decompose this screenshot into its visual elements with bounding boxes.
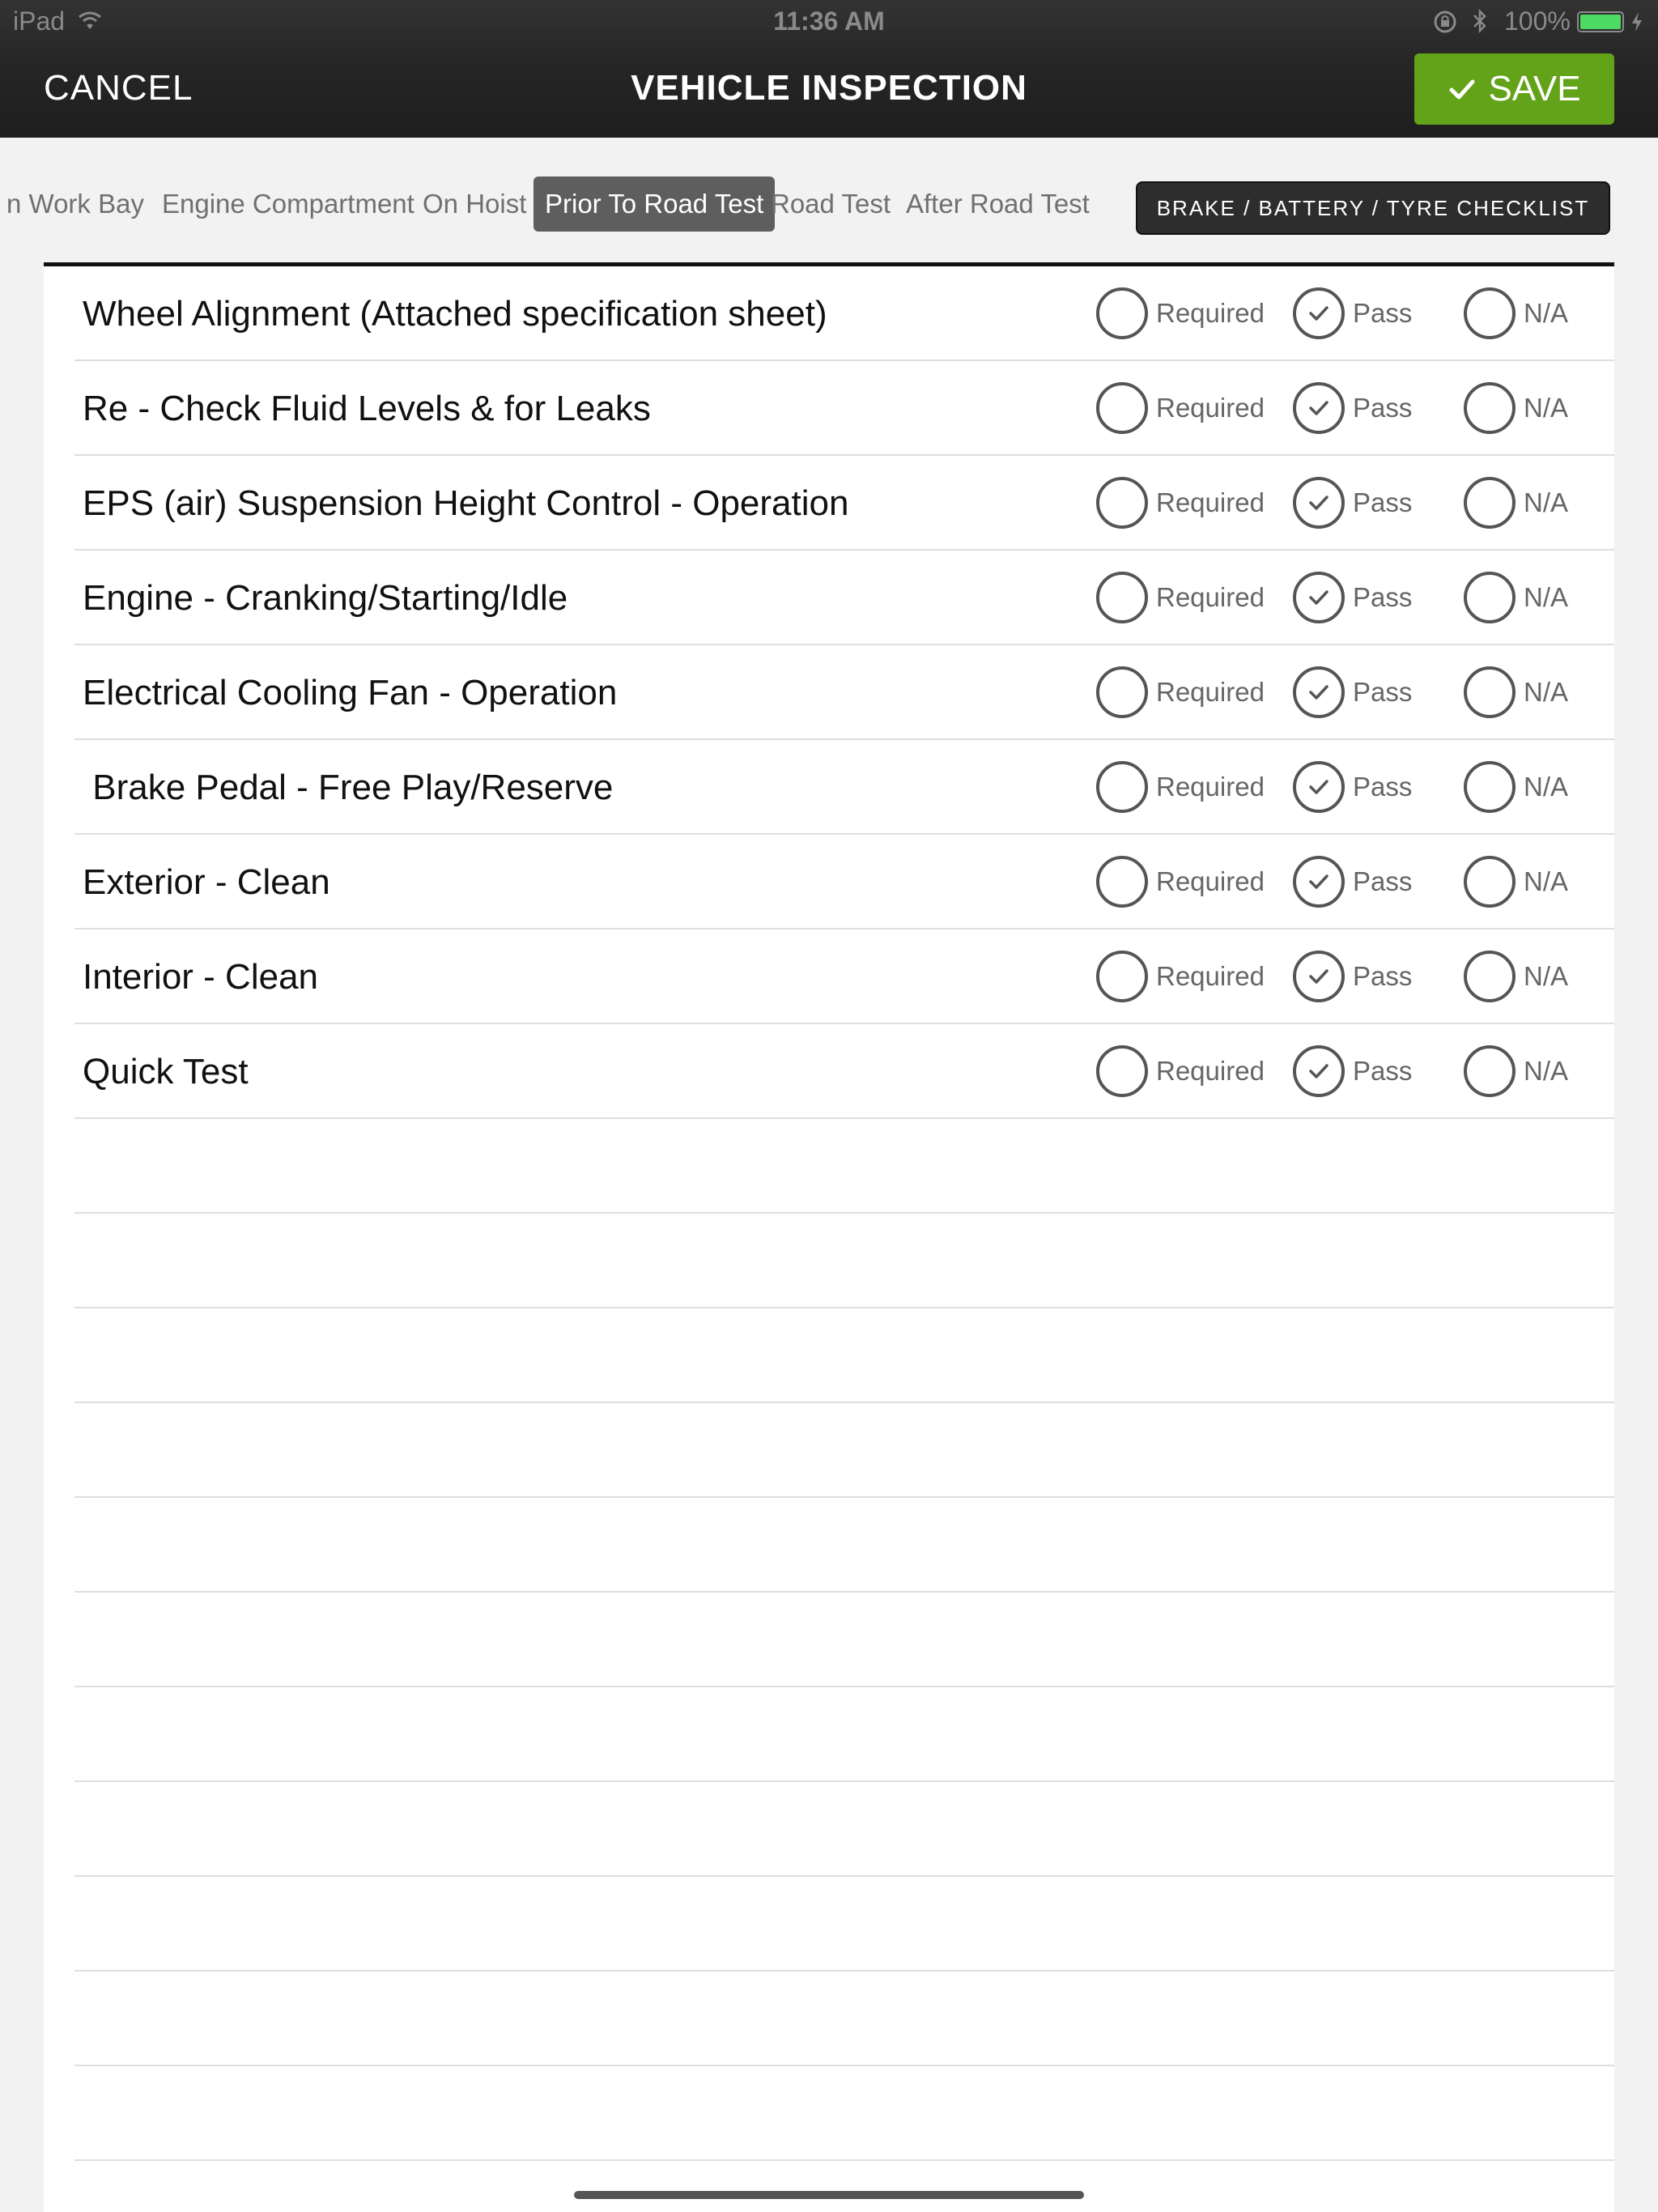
checklist-row: [74, 835, 1614, 929]
radio-empty-icon[interactable]: [1464, 761, 1516, 813]
tab-after-road-test[interactable]: After Road Test: [906, 189, 1090, 219]
radio-empty-icon[interactable]: [1096, 572, 1148, 623]
radio-empty-icon[interactable]: [1464, 477, 1516, 529]
option-na[interactable]: [1464, 289, 1568, 338]
option-required[interactable]: [1096, 857, 1265, 906]
option-na[interactable]: [1464, 1047, 1568, 1095]
radio-checked-icon[interactable]: [1293, 572, 1345, 623]
radio-checked-icon[interactable]: [1293, 287, 1345, 339]
option-pass[interactable]: [1293, 857, 1412, 906]
option-label: N/A: [1524, 298, 1569, 328]
option-required[interactable]: [1096, 573, 1265, 622]
option-na[interactable]: [1464, 573, 1568, 622]
status-time: 11:36 AM: [773, 6, 885, 36]
radio-empty-icon[interactable]: [1096, 1045, 1148, 1097]
check-icon: [1305, 584, 1333, 611]
empty-row: [74, 1308, 1614, 1403]
option-label: Required: [1156, 582, 1265, 612]
save-label: SAVE: [1488, 69, 1581, 108]
checklist-item-label: Electrical Cooling Fan - Operation: [83, 673, 618, 713]
option-pass[interactable]: [1293, 763, 1412, 811]
battery-percent: 100%: [1504, 6, 1571, 36]
option-pass[interactable]: [1293, 952, 1412, 1001]
page-title: VEHICLE INSPECTION: [631, 68, 1027, 108]
radio-empty-icon[interactable]: [1096, 761, 1148, 813]
rotation-lock-icon: [1433, 10, 1457, 34]
option-label: N/A: [1524, 677, 1569, 707]
option-label: Pass: [1353, 772, 1413, 802]
checklist-item-label: Re - Check Fluid Levels & for Leaks: [83, 389, 651, 428]
option-pass[interactable]: [1293, 479, 1412, 527]
checkmark-icon: [1448, 74, 1477, 104]
tab-road-test[interactable]: Road Test: [771, 189, 891, 219]
check-icon: [1305, 773, 1333, 801]
checklist-row: [74, 740, 1614, 835]
section-tabs: [0, 177, 1125, 232]
option-label: Required: [1156, 487, 1265, 517]
option-label: Pass: [1353, 393, 1413, 423]
option-pass[interactable]: [1293, 1047, 1412, 1095]
option-label: Pass: [1353, 961, 1413, 991]
radio-empty-icon[interactable]: [1096, 382, 1148, 434]
empty-row: [74, 1214, 1614, 1308]
option-label: Required: [1156, 772, 1265, 802]
tab-work-bay[interactable]: n Work Bay: [6, 189, 144, 219]
checklist-row: [74, 551, 1614, 645]
option-required[interactable]: [1096, 763, 1265, 811]
radio-checked-icon[interactable]: [1293, 1045, 1345, 1097]
radio-empty-icon[interactable]: [1096, 666, 1148, 718]
checklist-item-label: Wheel Alignment (Attached specification sheet): [83, 294, 827, 334]
option-pass[interactable]: [1293, 289, 1412, 338]
save-button[interactable]: [1414, 53, 1614, 125]
radio-empty-icon[interactable]: [1464, 572, 1516, 623]
inspection-list: [44, 262, 1614, 2212]
radio-checked-icon[interactable]: [1293, 951, 1345, 1002]
option-label: N/A: [1524, 772, 1569, 802]
option-na[interactable]: [1464, 952, 1568, 1001]
brake-battery-tyre-checklist-button[interactable]: BRAKE / BATTERY / TYRE CHECKLIST: [1136, 181, 1610, 235]
check-icon: [1305, 394, 1333, 422]
checklist-item-label: Quick Test: [83, 1052, 249, 1091]
option-na[interactable]: [1464, 857, 1568, 906]
check-icon: [1305, 489, 1333, 517]
radio-empty-icon[interactable]: [1096, 477, 1148, 529]
check-icon: [1305, 1057, 1333, 1085]
checklist-item-label: Engine - Cranking/Starting/Idle: [83, 578, 568, 618]
radio-empty-icon[interactable]: [1464, 382, 1516, 434]
option-label: Pass: [1353, 487, 1413, 517]
option-required[interactable]: [1096, 479, 1265, 527]
option-label: Required: [1156, 961, 1265, 991]
checklist-row: [74, 361, 1614, 456]
tab-on-hoist[interactable]: On Hoist: [423, 189, 527, 219]
battery-level-fill: [1580, 15, 1621, 29]
option-label: Required: [1156, 866, 1265, 896]
radio-empty-icon[interactable]: [1464, 856, 1516, 908]
option-label: Pass: [1353, 298, 1413, 328]
option-pass[interactable]: [1293, 573, 1412, 622]
checklist-item-label: EPS (air) Suspension Height Control - Operation: [83, 483, 849, 523]
option-na[interactable]: [1464, 668, 1568, 717]
check-icon: [1305, 300, 1333, 327]
option-required[interactable]: [1096, 289, 1265, 338]
tab-prior-to-road-test[interactable]: Prior To Road Test: [534, 177, 775, 232]
radio-checked-icon[interactable]: [1293, 761, 1345, 813]
empty-row: [74, 1972, 1614, 2066]
option-required[interactable]: [1096, 384, 1265, 432]
option-label: N/A: [1524, 582, 1569, 612]
option-required[interactable]: [1096, 952, 1265, 1001]
check-icon: [1305, 963, 1333, 990]
check-icon: [1305, 868, 1333, 895]
check-icon: [1305, 678, 1333, 706]
option-required[interactable]: [1096, 668, 1265, 717]
empty-row: [74, 1687, 1614, 1782]
cancel-button[interactable]: CANCEL: [44, 68, 193, 108]
option-label: N/A: [1524, 393, 1569, 423]
checklist-row: [74, 456, 1614, 551]
empty-row: [74, 1119, 1614, 1214]
radio-empty-icon[interactable]: [1464, 666, 1516, 718]
option-label: N/A: [1524, 961, 1569, 991]
checklist-row: [74, 929, 1614, 1024]
checklist-row: [74, 266, 1614, 361]
radio-empty-icon[interactable]: [1096, 287, 1148, 339]
radio-empty-icon[interactable]: [1464, 951, 1516, 1002]
option-label: Required: [1156, 1056, 1265, 1086]
option-label: Pass: [1353, 582, 1413, 612]
empty-row: [74, 1498, 1614, 1593]
radio-empty-icon[interactable]: [1464, 1045, 1516, 1097]
checklist-row: [74, 1024, 1614, 1119]
empty-row: [74, 1403, 1614, 1498]
option-label: Pass: [1353, 866, 1413, 896]
radio-checked-icon[interactable]: [1293, 666, 1345, 718]
empty-row: [74, 1782, 1614, 1877]
home-indicator: [574, 2191, 1084, 2199]
battery-icon: [1577, 11, 1624, 32]
option-label: N/A: [1524, 866, 1569, 896]
bluetooth-icon: [1472, 8, 1488, 34]
checklist-item-label: Brake Pedal - Free Play/Reserve: [83, 768, 614, 807]
option-label: N/A: [1524, 1056, 1569, 1086]
tab-engine-compartment[interactable]: Engine Compartment: [162, 189, 414, 219]
option-na[interactable]: [1464, 384, 1568, 432]
empty-row: [74, 1877, 1614, 1972]
option-pass[interactable]: [1293, 668, 1412, 717]
radio-empty-icon[interactable]: [1464, 287, 1516, 339]
radio-empty-icon[interactable]: [1096, 951, 1148, 1002]
option-label: Required: [1156, 298, 1265, 328]
empty-row: [74, 1593, 1614, 1687]
radio-empty-icon[interactable]: [1096, 856, 1148, 908]
option-pass[interactable]: [1293, 384, 1412, 432]
option-label: Required: [1156, 677, 1265, 707]
charging-bolt-icon: [1630, 11, 1643, 32]
radio-checked-icon[interactable]: [1293, 382, 1345, 434]
radio-checked-icon[interactable]: [1293, 477, 1345, 529]
empty-row: [74, 2066, 1614, 2161]
option-label: Pass: [1353, 677, 1413, 707]
carrier-label: iPad: [13, 6, 66, 36]
option-na[interactable]: [1464, 479, 1568, 527]
option-required[interactable]: [1096, 1047, 1265, 1095]
checklist-row: [74, 645, 1614, 740]
option-na[interactable]: [1464, 763, 1568, 811]
option-label: Pass: [1353, 1056, 1413, 1086]
option-label: N/A: [1524, 487, 1569, 517]
option-label: Required: [1156, 393, 1265, 423]
checklist-item-label: Interior - Clean: [83, 957, 319, 997]
app-header: [0, 0, 1658, 138]
checklist-item-label: Exterior - Clean: [83, 862, 330, 902]
status-bar: [0, 0, 1658, 44]
radio-checked-icon[interactable]: [1293, 856, 1345, 908]
